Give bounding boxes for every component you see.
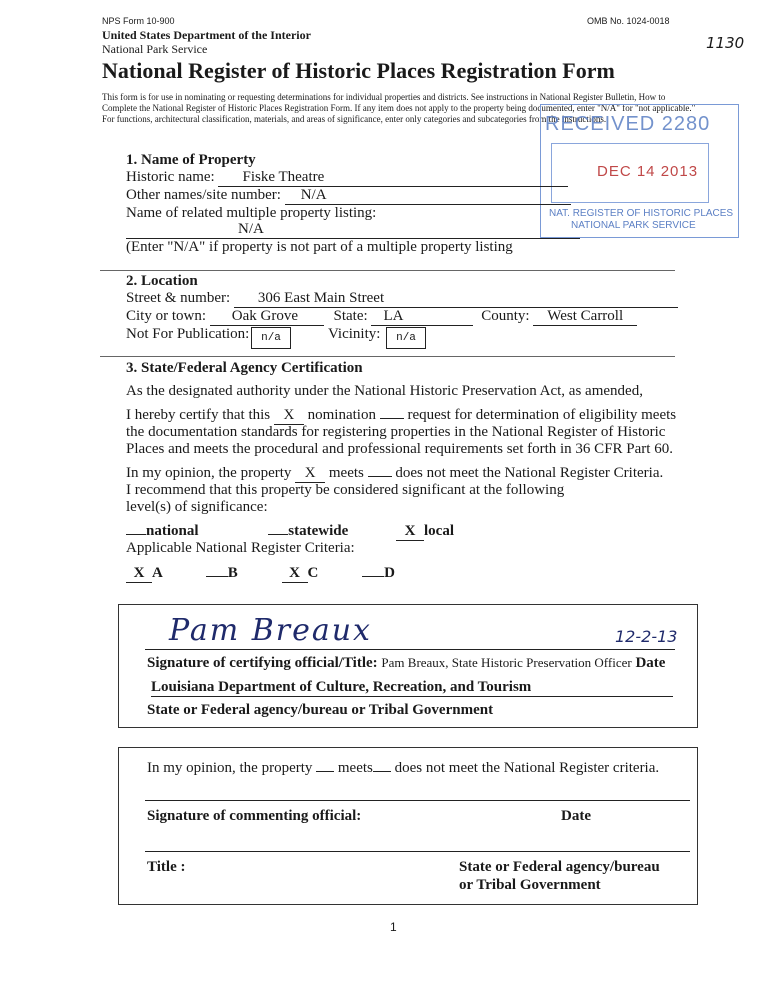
signature-line	[145, 649, 675, 650]
vicinity-label: Vicinity:	[328, 326, 381, 342]
historic-name-label: Historic name:	[126, 169, 215, 185]
nomination-mark: X	[274, 407, 304, 425]
opinion-text: meets	[337, 760, 373, 776]
statewide-mark	[268, 534, 288, 535]
stamp-date: DEC 14 2013	[597, 163, 699, 180]
comment-agency-label1: State or Federal agency/bureau	[459, 859, 660, 875]
street-value: 306 East Main Street	[234, 290, 678, 308]
multiple-listing-note: (Enter "N/A" if property is not part of a multiple property listing	[126, 239, 513, 255]
cert-text: I hereby certify that this	[126, 407, 271, 423]
multiple-listing-label: Name of related multiple property listing:	[126, 205, 377, 221]
comment-title-label: Title :	[147, 859, 186, 875]
cert-line4: Places and meets the procedural and professional requirements set forth in 36 CFR Part 60.	[126, 441, 673, 457]
cert-paragraph1: As the designated authority under the National Historic Preservation Act, as amended,	[126, 383, 643, 399]
opinion-text: In my opinion, the property	[147, 760, 313, 776]
comment-agency-label2: or Tribal Government	[459, 877, 601, 893]
service-name: National Park Service	[102, 42, 208, 56]
date-label: Date	[635, 655, 666, 671]
sig-label: Signature of certifying official/Title:	[147, 655, 378, 671]
cert-text: does not meet the National Register Criteria.	[395, 465, 664, 481]
criteria-d-mark	[362, 576, 384, 577]
stamp-line2: NATIONAL PARK SERVICE	[571, 220, 696, 231]
omb-number: OMB No. 1024-0018	[587, 16, 670, 26]
criteria-c: C	[307, 565, 319, 581]
not-meet-mark	[368, 476, 392, 477]
stamp-received: RECEIVED 2280	[545, 113, 711, 135]
form-number: NPS Form 10-900	[102, 16, 175, 26]
section1-heading: 1. Name of Property	[126, 152, 256, 168]
street-row	[126, 290, 678, 308]
handwritten-signature: Pam Breaux	[169, 613, 372, 648]
commenting-official-box	[118, 747, 698, 905]
local-label: local	[424, 523, 455, 539]
cert-line3: the documentation standards for registering properties in the National Register of Historic	[126, 424, 666, 440]
stamp-line1: NAT. REGISTER OF HISTORIC PLACES	[549, 208, 734, 219]
criteria-label: Applicable National Register Criteria:	[126, 540, 355, 556]
city-value: Oak Grove	[210, 308, 324, 326]
cert-text: meets	[328, 465, 364, 481]
other-names-label: Other names/site number:	[126, 187, 281, 203]
multiple-listing-line	[126, 221, 580, 239]
opinion-text: does not meet the National Register criteria.	[394, 760, 660, 776]
commenting-opinion	[147, 760, 659, 777]
divider	[100, 270, 675, 271]
multiple-listing-value: N/A	[238, 221, 264, 237]
page-number: 1	[390, 920, 397, 934]
city-label: City or town:	[126, 308, 207, 324]
national-mark	[126, 534, 146, 535]
certifying-official-box	[118, 604, 698, 728]
handwritten-number: 1130	[706, 34, 745, 52]
criteria-d: D	[384, 565, 395, 581]
county-label: County:	[481, 308, 530, 324]
section2-heading: 2. Location	[126, 273, 198, 289]
received-stamp	[540, 104, 739, 238]
comment-not-meet-mark	[373, 771, 391, 772]
national-label: national	[146, 523, 199, 539]
other-names-row	[126, 187, 571, 205]
comment-sig-label: Signature of commenting official:	[147, 808, 362, 824]
criteria-b-mark	[206, 576, 228, 577]
comment-signature-line	[145, 800, 690, 801]
criteria-row	[126, 565, 395, 583]
criteria-c-mark: X	[282, 565, 308, 583]
agency-name: Louisiana Department of Culture, Recreation, and Tourism	[151, 679, 673, 697]
county-value: West Carroll	[533, 308, 637, 326]
state-label: State:	[333, 308, 368, 324]
nfp-label: Not For Publication:	[126, 326, 250, 342]
section3-heading: 3. State/Federal Agency Certification	[126, 360, 363, 376]
meets-mark: X	[295, 465, 325, 483]
criteria-a: A	[152, 565, 163, 581]
comment-date-label: Date	[561, 808, 591, 824]
comment-meets-mark	[316, 771, 334, 772]
nfp-box: n/a	[251, 327, 291, 349]
state-value: LA	[371, 308, 473, 326]
local-mark: X	[396, 523, 424, 541]
comment-title-line	[145, 851, 690, 852]
street-label: Street & number:	[126, 290, 231, 306]
historic-name-value: Fiske Theatre	[218, 169, 568, 187]
significance-levels	[126, 523, 454, 541]
historic-name-row	[126, 169, 568, 187]
levels-line: level(s) of significance:	[126, 499, 268, 515]
instructions: This form is for use in nominating or requesting determinations for individual properties and districts. See instructions in National Register Bulletin, How to Complete the National Register of Historic Places Registration Form. If any item does not apply to the property being documented, enter "N/A" for "not applicable." For functions, architectural classification, materials, and areas of significance, enter only categories and subcategories from the instructions.	[102, 92, 696, 124]
cert-text: request for determination of eligibility meets	[407, 407, 677, 423]
opinion-line	[126, 465, 663, 483]
agency-label: State or Federal agency/bureau or Tribal Government	[147, 702, 494, 718]
city-row	[126, 308, 637, 326]
criteria-b: B	[227, 565, 238, 581]
criteria-a-mark: X	[126, 565, 152, 583]
vicinity-box: n/a	[386, 327, 426, 349]
department-name: United States Department of the Interior	[102, 28, 311, 42]
recommend-line: I recommend that this property be considered significant at the following	[126, 482, 565, 498]
other-names-value: N/A	[285, 187, 571, 205]
sig-name: Pam Breaux, State Historic Preservation Officer	[381, 655, 632, 670]
statewide-label: statewide	[288, 523, 349, 539]
page-title: National Register of Historic Places Registration Form	[102, 58, 615, 83]
handwritten-date: 12-2-13	[615, 627, 678, 646]
request-mark	[380, 418, 404, 419]
cert-text: In my opinion, the property	[126, 465, 292, 481]
cert-text: nomination	[307, 407, 376, 423]
cert-line2	[126, 407, 676, 425]
divider	[100, 356, 675, 357]
certifying-sig-row	[147, 655, 665, 672]
